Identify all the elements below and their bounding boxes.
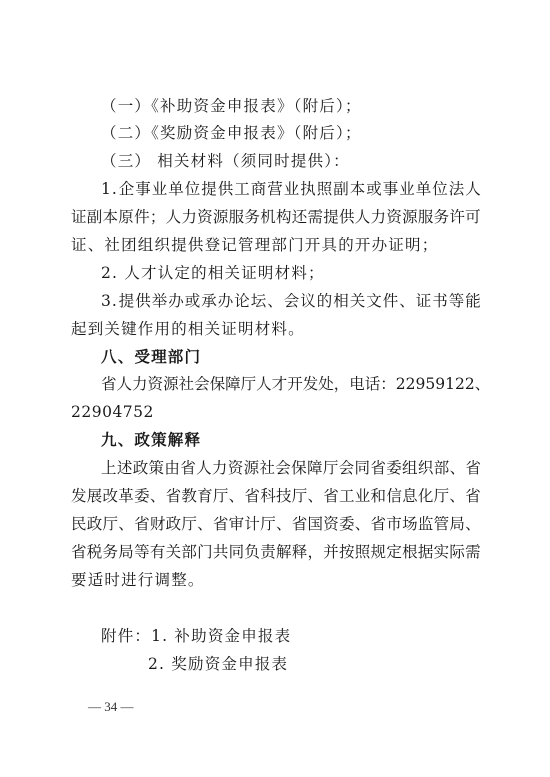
- material-sub-1-line-1: 1 . 企 事 业 单 位 提 供 工 商 营 业 执 照 副 本 或 事 业 单 位 法 人: [101, 180, 481, 198]
- material-sub-1-line-2: 证 副 本 原 件 ； 人 力 资 源 服 务 机 构 还 需 提 供 人 力 资 源 服 务 许 可: [71, 208, 481, 226]
- section-9-line-4: 省 税 务 局 等 有 关 部 门 共 同 负 责 解 释 ， 并 按 照 规 定 根 据 实 际 需: [71, 543, 481, 561]
- section-9-heading: 九、政策解释: [101, 431, 202, 449]
- material-sub-3-line-1: 3 . 提 供 举 办 或 承 办 论 坛 、 会 议 的 相 关 文 件 、 证 书 等 能: [101, 292, 481, 310]
- section-8-line-2: 22904752: [71, 403, 154, 421]
- material-sub-1-line-3: 证、社团组织提供登记管理部门开具的开办证明；: [71, 236, 439, 254]
- attachment-item-2: 2. 奖励资金申报表: [148, 655, 289, 673]
- material-sub-3-line-2: 起到关键作用的相关证明材料。: [71, 320, 305, 338]
- section-8-heading: 八、受理部门: [101, 348, 202, 366]
- page-number: — 34 —: [88, 699, 134, 714]
- material-item-2: （二）《奖励资金申报表》（附后）；: [101, 124, 362, 142]
- section-8-line-1: 省 人 力 资 源 社 会 保 障 厅 人 才 开 发 处 ， 电 话 ： 2 2 9 5 9 1 2 2 、: [101, 375, 491, 393]
- attachment-item-1: 附件：1. 补助资金申报表: [101, 627, 292, 645]
- section-9-line-1: 上 述 政 策 由 省 人 力 资 源 社 会 保 障 厅 会 同 省 委 组 织 部 、 省: [101, 459, 481, 477]
- material-item-3: （三） 相关材料（须同时提供）：: [101, 152, 350, 170]
- material-sub-2: 2. 人才认定的相关证明材料；: [101, 264, 325, 282]
- section-9-line-3: 民 政 厅 、 省 财 政 厅 、 省 审 计 厅 、 省 国 资 委 、 省 市 场 监 管 局 、: [71, 515, 481, 533]
- section-9-line-5: 要适时进行调整。: [71, 571, 205, 589]
- material-item-1: （一）《补助资金申报表》（附后）；: [101, 97, 362, 115]
- section-9-line-2: 发 展 改 革 委 、 省 教 育 厅 、 省 科 技 厅 、 省 工 业 和 信 息 化 厅 、 省: [71, 487, 481, 505]
